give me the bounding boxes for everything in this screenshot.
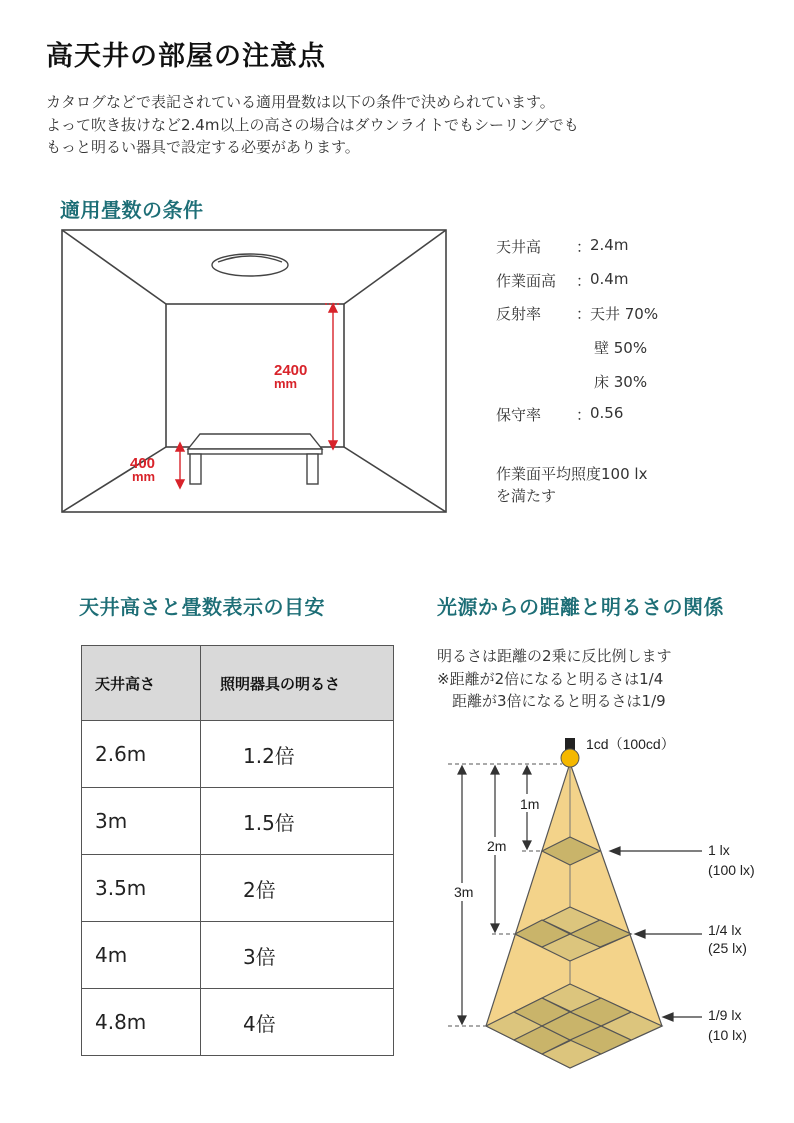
room-back-wall: [166, 304, 344, 447]
ceiling-light-icon: [212, 254, 288, 276]
intro-line: カタログなどで表記されている適用畳数は以下の条件で決められています。: [46, 93, 555, 111]
illuminance-1m: 1 lx: [708, 842, 730, 858]
table-row: [82, 855, 394, 922]
table-cell: 3m: [82, 788, 201, 855]
table-row: [82, 721, 394, 788]
illuminance-1m-lux: (100 lx): [708, 862, 755, 878]
illuminance-2m: 1/4 lx: [708, 922, 742, 938]
table-cell: 2.6m: [82, 721, 201, 788]
distance-2m-label: 2m: [487, 838, 507, 854]
table-cell: 1.2倍: [201, 721, 394, 788]
light-explanation: 明るさは距離の2乗に反比例します ※距離が2倍になると明るさは1/4 距離が3倍になると明るさは1/9: [437, 647, 672, 710]
table-row: [82, 989, 394, 1056]
distance-1m-label: 1m: [520, 796, 540, 812]
table-cell: 1.5倍: [201, 788, 394, 855]
guide-heading: 天井高さと畳数表示の目安: [79, 595, 325, 619]
table-row: [82, 922, 394, 989]
intro-line: よって吹き抜けなど2.4m以上の高さの場合はダウンライトでもシーリングでも: [46, 115, 579, 134]
illuminance-3m: 1/9 lx: [708, 1007, 742, 1023]
table-cell: 4倍: [201, 989, 394, 1056]
guide-table: [81, 645, 394, 1056]
illuminance-note: 作業面平均照度100 lx を満たす: [496, 465, 648, 505]
column-header: 照明器具の明るさ: [201, 646, 394, 721]
intro-line: もっと明るい器具で設定する必要があります。: [46, 138, 360, 156]
table-cell: 3倍: [201, 922, 394, 989]
illuminance-3m-lux: (10 lx): [708, 1027, 747, 1043]
light-source-icon: [561, 749, 579, 767]
table-cell: 3.5m: [82, 855, 201, 922]
room-diagram: [60, 228, 450, 516]
table-cell: 2倍: [201, 855, 394, 922]
desk-height-value: 400: [130, 455, 156, 472]
table-cell: 4.8m: [82, 989, 201, 1056]
intro-paragraph: [46, 91, 579, 159]
page-title: 高天井の部屋の注意点: [46, 41, 326, 72]
table-icon: [188, 434, 322, 484]
column-header: 天井高さ: [82, 646, 201, 721]
conditions-heading: 適用畳数の条件: [60, 198, 204, 222]
table-header-row: [82, 646, 394, 721]
source-label: 1cd（100cd）: [586, 736, 675, 752]
desk-height-unit: mm: [132, 469, 156, 484]
illuminance-2m-lux: (25 lx): [708, 940, 747, 956]
table-row: [82, 788, 394, 855]
light-heading: 光源からの距離と明るさの関係: [437, 595, 724, 619]
table-cell: 4m: [82, 922, 201, 989]
ceiling-height-unit: mm: [274, 376, 298, 391]
ceiling-height-value: 2400: [274, 362, 308, 379]
light-pyramid-diagram: [430, 730, 790, 1075]
distance-3m-label: 3m: [454, 884, 474, 900]
